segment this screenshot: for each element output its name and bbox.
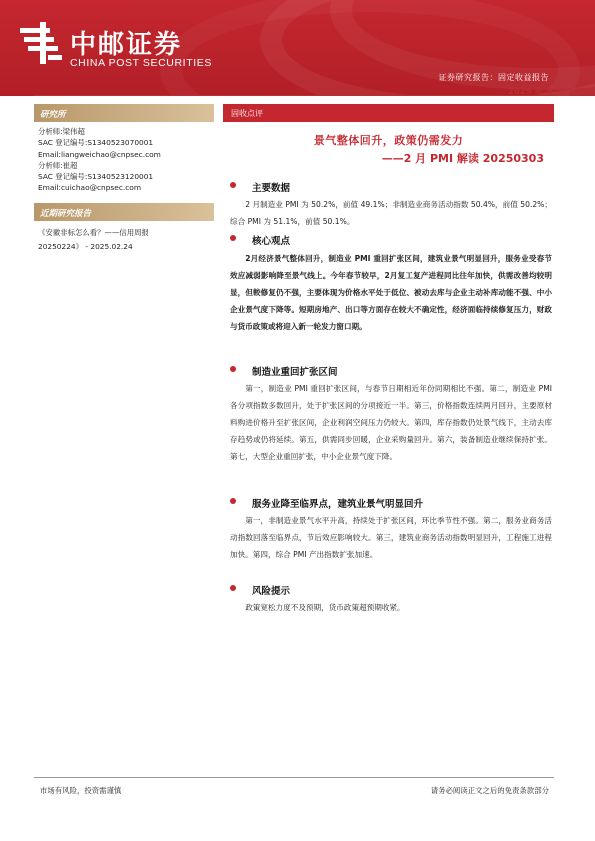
- sidebar-research-heading: 研究所: [34, 104, 214, 122]
- recent-report-link[interactable]: 《安徽非标怎么看？——信用周报: [38, 228, 149, 237]
- analyst-line: SAC 登记编号:S1340523070001: [38, 138, 154, 148]
- paragraph: 第一，非制造业景气水平升高，持续处于扩张区间，环比季节性不强。第二，服务业商务活动指数回落至临界点，节后效应影响较大。第三，建筑业商务活动指数明显回升，工程施工进程加快。第四，综合 PMI 产出指数扩张加速。: [230, 516, 552, 559]
- analyst-line: SAC 登记编号:S1340523120001: [38, 172, 154, 182]
- china-post-logo-icon: [20, 22, 66, 64]
- bullet-icon: [230, 366, 236, 372]
- report-title: 景气整体回升，政策仍需发力: [313, 134, 464, 147]
- report-type-label: 证券研究报告：固定收益报告: [438, 73, 549, 82]
- paragraph: 第一，制造业 PMI 重回扩张区间，与春节日期相近年份同期相比不强。第二，制造业 PMI 各分项指数多数回升，处于扩张区间的分项接近一半。第三，价格指数连续两月回升，主要原材料购进价格升至扩张区间，企业利润空间压力仍较大。第四，库存指数仍处景气线下，主动去库存趋势或仍将延续。第五，供需同步回暖，企业采购量回升。第六，装备制造业继续保持扩张。第七，大型企业重回扩张，中小企业景气度下降。: [230, 384, 552, 461]
- analyst-line: 分析师:梁伟超: [38, 127, 85, 136]
- bullet-icon: [230, 182, 236, 188]
- recent-report-date: 20250224》 - 2025.02.24: [38, 242, 133, 251]
- sidebar-analysts: [38, 126, 161, 194]
- bullet-icon: [230, 498, 236, 504]
- paragraph: 2 月制造业 PMI 为 50.2%，前值 49.1%；非制造业商务活动指数 50.4%，前值 50.2%；综合 PMI 为 51.1%，前值 50.1%。: [230, 200, 552, 226]
- date-divider: [34, 78, 554, 96]
- analyst-line: 分析师:崔超: [38, 160, 78, 170]
- logo-text-cn: 中邮证券: [70, 30, 183, 60]
- logo-text-en: CHINA POST SECURITIES: [70, 57, 212, 69]
- analyst-email[interactable]: Email:cuichao@cnpsec.com: [38, 183, 142, 193]
- footer-disclaimer-note: 请务必阅读正文之后的免责条款部分: [430, 786, 549, 795]
- footer-divider: [34, 777, 554, 778]
- category-bar: 固收点评: [223, 104, 554, 122]
- bullet-icon: [230, 585, 236, 591]
- sidebar-recent-heading: 近期研究报告: [34, 203, 214, 221]
- report-date: 2025 年 3 月 3 日: [508, 87, 585, 96]
- footer-risk-note: 市场有风险，投资需谨慎: [40, 786, 122, 795]
- paragraph: 政策宽松力度不及预期，货币政策超预期收紧。: [245, 603, 405, 612]
- recent-reports-list: [38, 226, 149, 254]
- report-subtitle: ——2 月 PMI 解读 20250303: [381, 152, 544, 165]
- bullet-icon: [230, 235, 236, 241]
- paragraph-bold: 2月经济景气整体回升，制造业 PMI 重回扩张区间，建筑业景气明显回升，服务业受春节效应减弱影响降至景气线上。今年春节较早，2月复工复产进程同比往年加快，供需改善均较明显，但較修复仍不强，主要体现为价格水平处于低位、被动去库与企业主动补库动能不强、中小企业景气度下降等。短期房地产、出口等方面存在较大不确定性，经济面临持续修复压力，财政与货币政策或将迎入新一轮发力窗口期。: [230, 254, 552, 331]
- analyst-email[interactable]: Email:liangweichao@cnpsec.com: [38, 149, 161, 159]
